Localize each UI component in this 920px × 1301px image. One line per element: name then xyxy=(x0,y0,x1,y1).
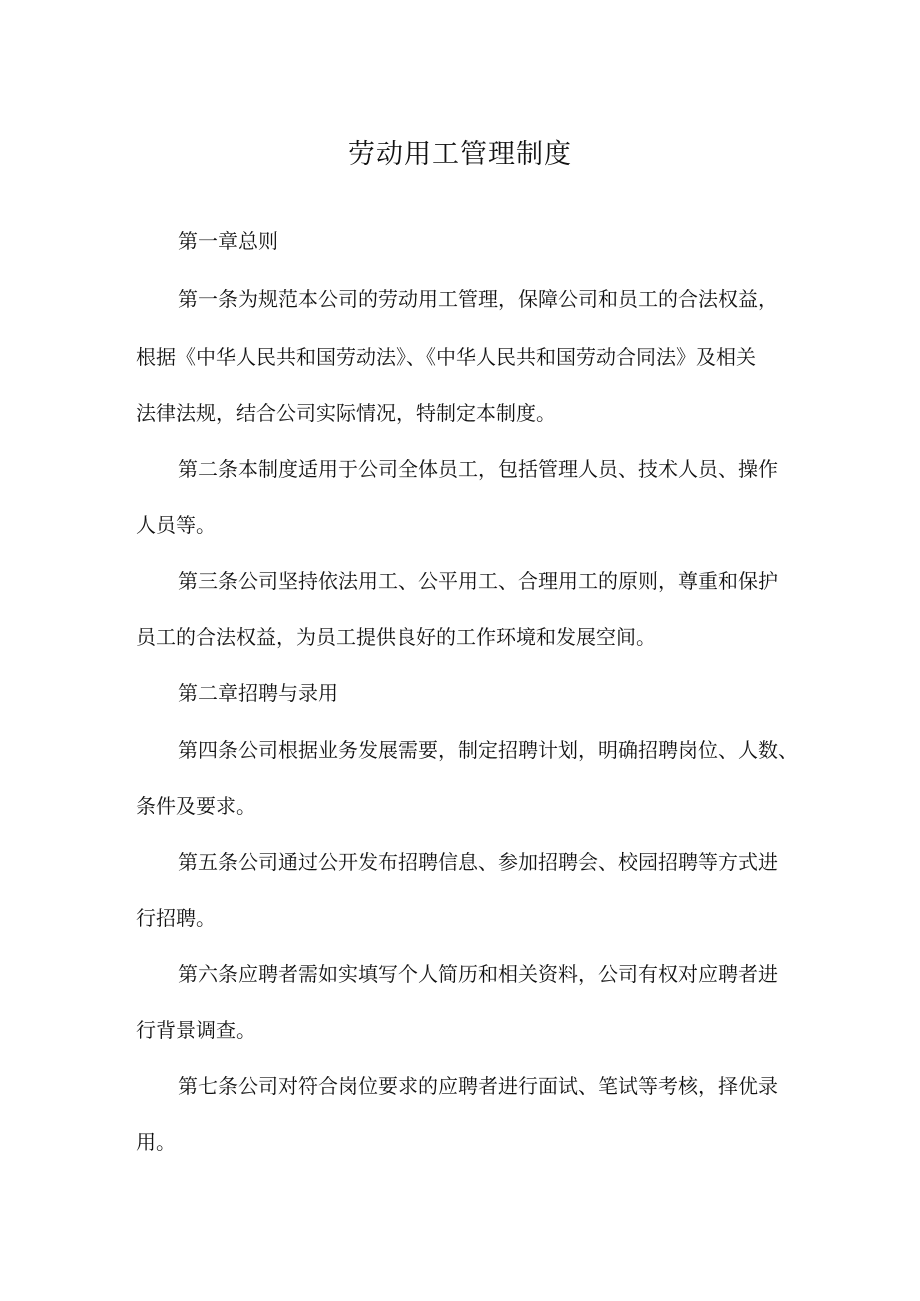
article-2-line-1: 第二条本制度适用于公司全体员工，包括管理人员、技术人员、操作 xyxy=(178,457,778,481)
chapter-1-heading: 第一章总则 xyxy=(178,229,278,253)
article-7-line-1: 第七条公司对符合岗位要求的应聘者进行面试、笔试等考核，择优录 xyxy=(178,1074,778,1098)
article-1-line-2: 根据《中华人民共和国劳动法》、《中华人民共和国劳动合同法》及相关 xyxy=(136,345,756,369)
article-3-line-2: 员工的合法权益，为员工提供良好的工作环境和发展空间。 xyxy=(136,625,656,649)
article-5-line-1: 第五条公司通过公开发布招聘信息、参加招聘会、校园招聘等方式进 xyxy=(178,850,778,874)
chapter-2-heading: 第二章招聘与录用 xyxy=(178,681,338,705)
article-4-line-1: 第四条公司根据业务发展需要，制定招聘计划，明确招聘岗位、人数、 xyxy=(178,738,798,762)
document-title: 劳动用工管理制度 xyxy=(348,139,572,170)
article-4-line-2: 条件及要求。 xyxy=(136,794,256,818)
article-6-line-1: 第六条应聘者需如实填写个人简历和相关资料，公司有权对应聘者进 xyxy=(178,962,778,986)
article-1-line-1: 第一条为规范本公司的劳动用工管理，保障公司和员工的合法权益， xyxy=(178,287,778,311)
article-5-line-2: 行招聘。 xyxy=(136,906,216,930)
article-2-line-2: 人员等。 xyxy=(136,513,216,537)
article-7-line-2: 用。 xyxy=(136,1130,176,1154)
article-3-line-1: 第三条公司坚持依法用工、公平用工、合理用工的原则，尊重和保护 xyxy=(178,569,778,593)
article-1-line-3: 法律法规，结合公司实际情况，特制定本制度。 xyxy=(136,401,556,425)
article-6-line-2: 行背景调查。 xyxy=(136,1018,256,1042)
